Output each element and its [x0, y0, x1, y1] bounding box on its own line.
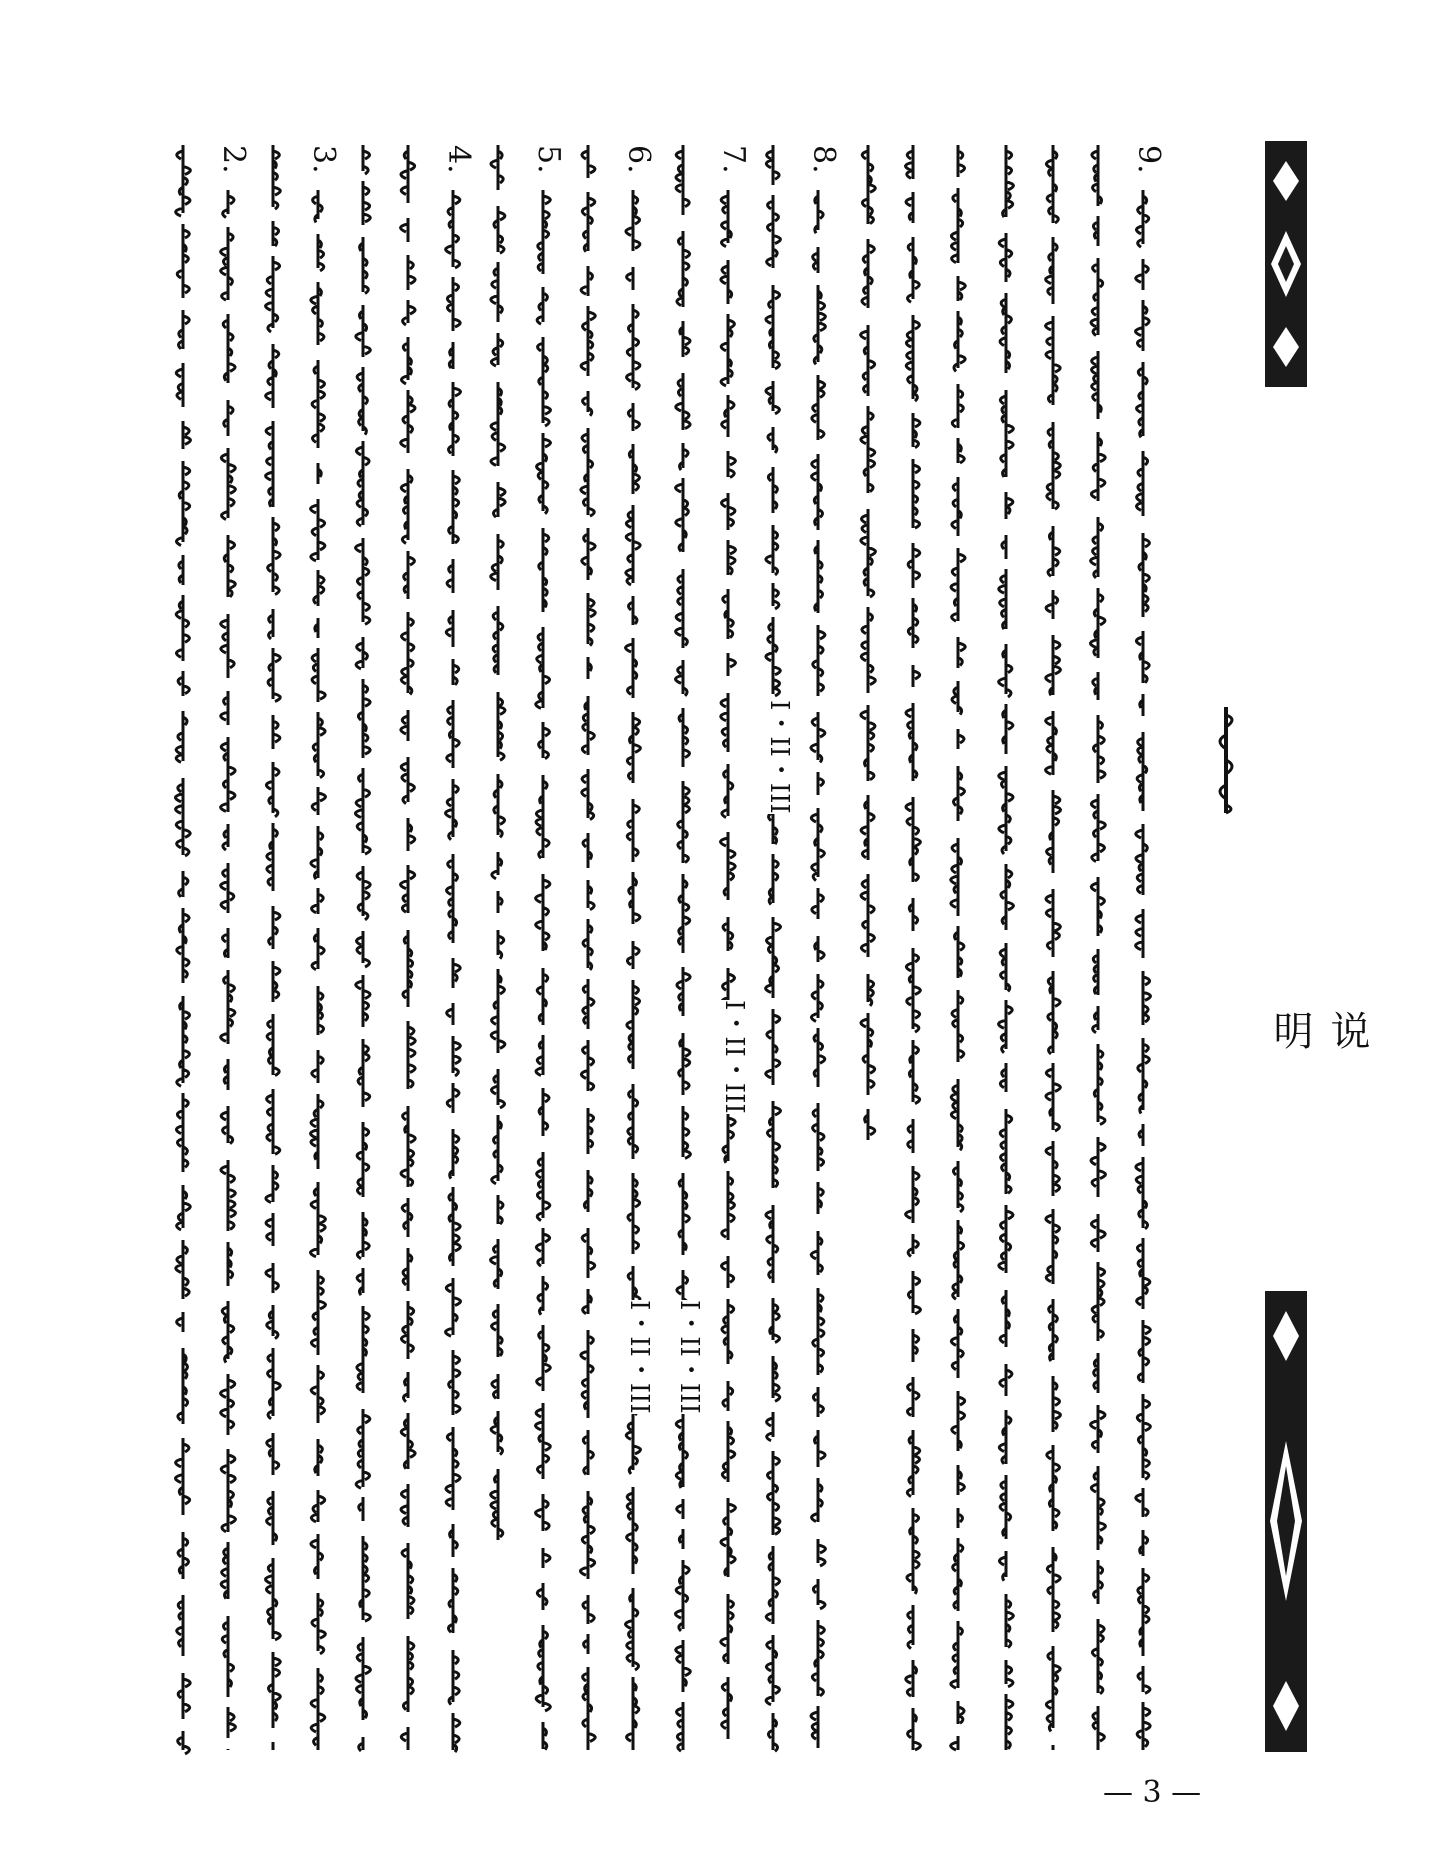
- text-column: [988, 140, 1024, 1760]
- text-column: [755, 140, 791, 1760]
- text-column: [210, 140, 246, 1760]
- mongolian-script-line: [665, 140, 701, 1760]
- text-column: [345, 140, 381, 1760]
- text-column: [480, 140, 516, 1760]
- text-column: [665, 140, 701, 1760]
- ornament-pattern: [1265, 141, 1307, 387]
- mongolian-script-line: [850, 140, 886, 1760]
- mongolian-script-line: [615, 140, 651, 1760]
- text-column: [850, 140, 886, 1760]
- item-number: 6.: [621, 145, 656, 174]
- text-column: [710, 140, 746, 1760]
- item-number: 5.: [531, 145, 566, 174]
- text-column: [1125, 140, 1161, 1760]
- mongolian-script-line: [895, 140, 931, 1760]
- mongolian-script-line: [710, 140, 746, 1760]
- mongolian-script-line: [1035, 140, 1071, 1760]
- page-number: — 3 —: [1103, 1775, 1202, 1810]
- item-number: 9.: [1131, 145, 1166, 174]
- mongolian-script-line: [300, 140, 336, 1760]
- mongolian-script-line: [1080, 140, 1116, 1760]
- text-column: [165, 140, 201, 1760]
- ornament-band-top: [1265, 141, 1307, 387]
- item-number: 3.: [306, 145, 341, 174]
- mongolian-title: [1206, 705, 1246, 815]
- roman-reference: I・II・III: [671, 1300, 708, 1414]
- mongolian-script-line: [480, 140, 516, 1760]
- mongolian-script-line: [1125, 140, 1161, 1760]
- mongolian-text-body: [170, 140, 1166, 1760]
- mongolian-script-line: [255, 140, 291, 1760]
- mongolian-script-line: [165, 140, 201, 1760]
- mongolian-script-line: [345, 140, 381, 1760]
- mongolian-script-line: [570, 140, 606, 1760]
- text-column: [525, 140, 561, 1760]
- mongolian-script-line: [800, 140, 836, 1760]
- text-column: [1080, 140, 1116, 1760]
- mongolian-script-line: [210, 140, 246, 1760]
- text-column: [300, 140, 336, 1760]
- mongolian-script-line: [390, 140, 426, 1760]
- item-number: 8.: [806, 145, 841, 174]
- text-column: [1035, 140, 1071, 1760]
- item-number: 2.: [216, 145, 251, 174]
- mongolian-script-line: [940, 140, 976, 1760]
- text-column: [435, 140, 471, 1760]
- cjk-title-char: 说: [1324, 1010, 1370, 1110]
- mongolian-script-line: [435, 140, 471, 1760]
- text-column: [895, 140, 931, 1760]
- roman-reference: I・II・III: [716, 1000, 753, 1114]
- roman-reference: I・II・III: [761, 700, 798, 814]
- mongolian-script-line: [525, 140, 561, 1760]
- cjk-title-char: 明: [1267, 1010, 1313, 1110]
- text-column: [390, 140, 426, 1760]
- item-number: 4.: [441, 145, 476, 174]
- roman-reference: I・II・III: [621, 1300, 658, 1414]
- text-column: [615, 140, 651, 1760]
- text-column: [255, 140, 291, 1760]
- ornament-band-bottom: [1265, 1291, 1307, 1752]
- mongolian-script-line: [755, 140, 791, 1760]
- cjk-title: [1262, 1010, 1376, 1110]
- text-column: [570, 140, 606, 1760]
- item-number: 7.: [716, 145, 751, 174]
- mongolian-title-glyphs: [1206, 705, 1246, 815]
- text-column: [940, 140, 976, 1760]
- mongolian-script-line: [988, 140, 1024, 1760]
- text-column: [800, 140, 836, 1760]
- ornament-pattern: [1265, 1291, 1307, 1752]
